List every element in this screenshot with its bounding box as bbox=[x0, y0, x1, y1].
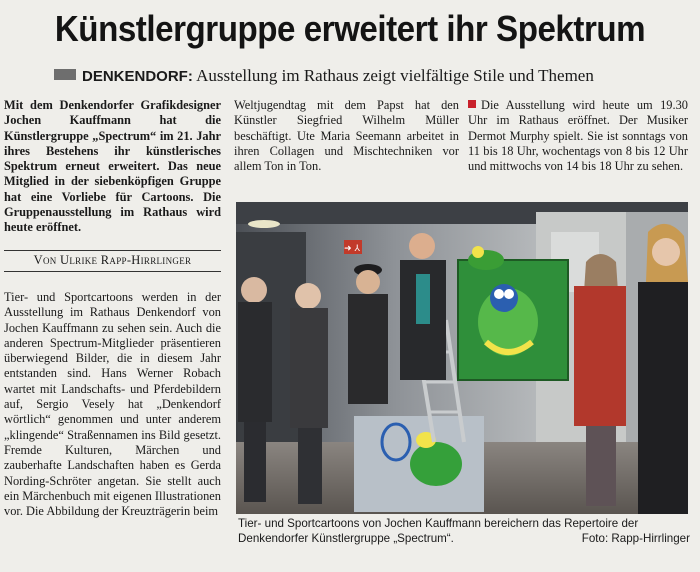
info-marker bbox=[468, 100, 476, 108]
body-column-1 bbox=[4, 290, 221, 519]
photo-illustration bbox=[236, 202, 688, 514]
group-photo bbox=[236, 202, 688, 514]
lead-text: Mit dem Denkendorfer Grafikdesigner Jochen Kauffmann hat die Künstlergruppe „Spectrum“ im 21. Jahr ihres Bestehens ihr künstlerisches Spektrum erneut erweitert. Das neue Mitglied in der siebenköpfigen Gruppe hat eine Vorliebe für Cartoons. Die Gruppenausstellung im Rathaus wird heute eröffnet. bbox=[4, 98, 221, 235]
subline-bar bbox=[54, 69, 76, 80]
caption-line-1: Tier- und Sportcartoons von Jochen Kauffmann bereichern das Repertoire der bbox=[238, 517, 639, 530]
lead-paragraph bbox=[4, 98, 221, 236]
byline: Von Ulrike Rapp-Hirrlinger bbox=[4, 250, 221, 272]
photo-credit: Foto: Rapp-Hirrlinger bbox=[581, 532, 690, 545]
exit-sign-text: ➜ ⅄ bbox=[344, 244, 360, 254]
subline-place: DENKENDORF: bbox=[82, 68, 193, 85]
caption-line-2: Denkendorfer Künstlergruppe „Spectrum“. bbox=[238, 531, 454, 545]
body-text-1: Tier- und Sportcartoons werden in der Ausstellung im Rathaus Denkendorf von Jochen Kauffmann zu sehen sein. Auch die anderen Spectrum-Mitglieder präsentieren überwiegend Bilder, die in diesem Jahr entstanden sind. Hans Werner Robach wartet mit Landschafts- und Pferdebildern auf, Sergio Vesely hat „Denkendorf wörtlich“ genommen und unter anderem „klingende“ Straßennamen ins Bild gesetzt. Fremde Kulturen, Märchen und zauberhafte Landschaften haben es Gerda Nording-Schröter angetan. Sie stellt auch ein Märchenbuch mit eigenen Illustrationen vor. Die Abbildung der Kreuzträgerin beim bbox=[4, 290, 221, 519]
info-text: Die Ausstellung wird heute um 19.30 Uhr im Rathaus eröffnet. Der Musiker Dermot Murphy spielt. Sie ist sonntags von 11 bis 18 Uhr, wochentags von 8 bis 12 Uhr und mittwochs von 14 bis 18 Uhr zu sehen. bbox=[468, 98, 688, 174]
body-text-2: Weltjugendtag mit dem Papst hat den Künstler Siegfried Wilhelm Müller beschäftigt. Ute Maria Seemann arbeitet in ihren Collagen und Mischtechniken vor allem Ton in Ton. bbox=[234, 98, 459, 174]
info-box bbox=[468, 98, 688, 174]
subline-text: Ausstellung im Rathaus zeigt vielfältige Stile und Themen bbox=[192, 66, 594, 85]
headline: Künstlergruppe erweitert ihr Spektrum bbox=[54, 8, 646, 49]
subheadline bbox=[54, 66, 694, 86]
info-text-wrapper bbox=[468, 98, 688, 174]
body-column-2 bbox=[234, 98, 459, 174]
